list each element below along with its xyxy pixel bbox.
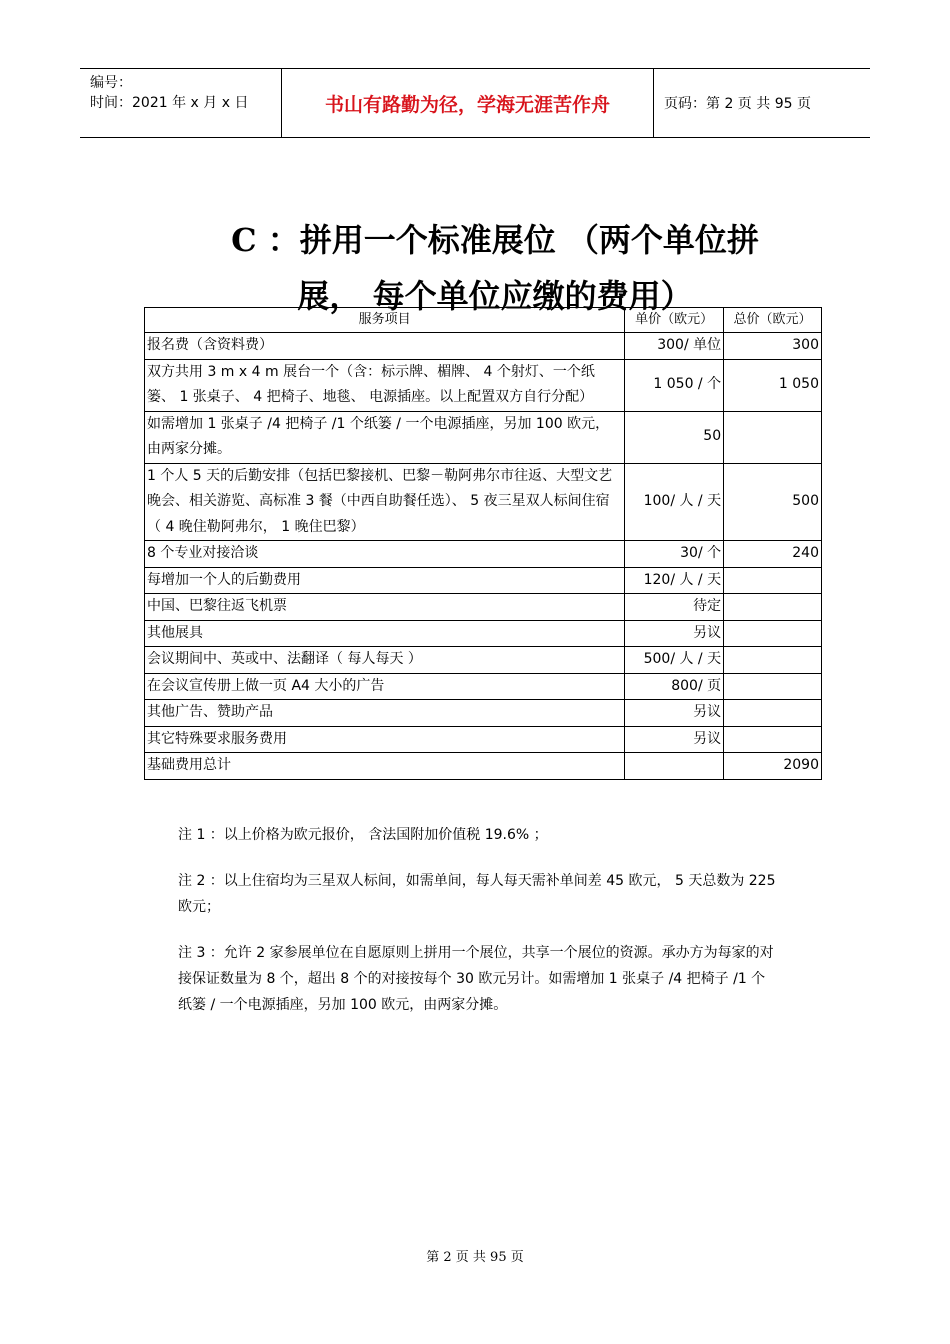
- header-page-number: 页码：第 2 页 共 95 页: [664, 96, 811, 112]
- title-line-2: 展， 每个单位应缴的费用）: [297, 277, 693, 315]
- table-row: [145, 463, 822, 541]
- table-row: [145, 411, 822, 463]
- table-row: [145, 333, 822, 360]
- item-cell: 中国、巴黎往返飞机票: [145, 594, 625, 621]
- item-cell: 基础费用总计: [145, 753, 625, 780]
- table-row: [145, 726, 822, 753]
- table-row: [145, 567, 822, 594]
- fee-table: [144, 307, 822, 780]
- table-row: [145, 647, 822, 674]
- header-total-price: 总价（欧元）: [724, 308, 822, 333]
- total-price-cell: 500: [724, 463, 822, 541]
- total-price-cell: [724, 673, 822, 700]
- table-row: [145, 620, 822, 647]
- item-cell: 其他展具: [145, 620, 625, 647]
- total-price-cell: [724, 411, 822, 463]
- total-price-cell: 2090: [724, 753, 822, 780]
- unit-price-cell: [625, 753, 724, 780]
- note-2: 注 2 ：以上住宿均为三星双人标间，如需单间，每人每天需补单间差 45 欧元， 5 天总数为 225 欧元；: [178, 873, 776, 915]
- unit-price-cell: 100/ 人 / 天: [625, 463, 724, 541]
- item-cell: 每增加一个人的后勤费用: [145, 567, 625, 594]
- item-cell: 在会议宣传册上做一页 A4 大小的广告: [145, 673, 625, 700]
- item-cell: 8 个专业对接洽谈: [145, 541, 625, 568]
- header-number: 编号：: [90, 75, 132, 91]
- unit-price-cell: 另议: [625, 620, 724, 647]
- page-footer: 第 2 页 共 95 页: [426, 1250, 524, 1265]
- total-price-cell: [724, 647, 822, 674]
- title-line-1: C ：拼用一个标准展位 （两个单位拼: [231, 221, 759, 259]
- total-price-cell: [724, 567, 822, 594]
- total-price-cell: [724, 700, 822, 727]
- item-cell: 双方共用 3 m x 4 m 展台一个（含：标示牌、楣牌、 4 个射灯、一个纸篓、 1 张桌子、 4 把椅子、地毯、 电源插座。以上配置双方自行分配）: [145, 359, 625, 411]
- unit-price-cell: 50: [625, 411, 724, 463]
- table-row: [145, 541, 822, 568]
- table-row: [145, 700, 822, 727]
- unit-price-cell: 500/ 人 / 天: [625, 647, 724, 674]
- item-cell: 会议期间中、英或中、法翻译（ 每人每天 ）: [145, 647, 625, 674]
- header-service-item: 服务项目: [145, 308, 625, 333]
- item-cell: 其他广告、赞助产品: [145, 700, 625, 727]
- notes-section: [178, 822, 778, 1038]
- total-price-cell: [724, 594, 822, 621]
- total-price-cell: 300: [724, 333, 822, 360]
- page-header: [80, 68, 870, 138]
- header-meta: [80, 69, 281, 137]
- total-price-cell: [724, 620, 822, 647]
- note-3: 注 3 ：允许 2 家参展单位在自愿原则上拼用一个展位，共享一个展位的资源。承办方为每家的对接保证数量为 8 个，超出 8 个的对接按每个 30 欧元另计。如需增加 1 张桌子 /4 把椅子 /1 个纸篓 / 一个电源插座，另加 100 欧元，由两家分摊。: [178, 945, 774, 1013]
- item-cell: 1 个人 5 天的后勤安排（包括巴黎接机、巴黎－勒阿弗尔市往返、大型文艺晚会、相关游览、高标准 3 餐（中西自助餐任选）、 5 夜三星双人标间住宿（ 4 晚住勒阿弗尔， 1 晚住巴黎）: [145, 463, 625, 541]
- table-row: [145, 673, 822, 700]
- header-unit-price: 单价（欧元）: [625, 308, 724, 333]
- total-price-cell: 1 050: [724, 359, 822, 411]
- note-1: 注 1 ：以上价格为欧元报价， 含法国附加价值税 19.6% ；: [178, 827, 548, 843]
- item-cell: 其它特殊要求服务费用: [145, 726, 625, 753]
- unit-price-cell: 300/ 单位: [625, 333, 724, 360]
- unit-price-cell: 1 050 / 个: [625, 359, 724, 411]
- unit-price-cell: 待定: [625, 594, 724, 621]
- item-cell: 报名费（含资料费）: [145, 333, 625, 360]
- unit-price-cell: 120/ 人 / 天: [625, 567, 724, 594]
- unit-price-cell: 800/ 页: [625, 673, 724, 700]
- unit-price-cell: 30/ 个: [625, 541, 724, 568]
- table-header-row: [145, 308, 822, 333]
- item-cell: 如需增加 1 张桌子 /4 把椅子 /1 个纸篓 / 一个电源插座，另加 100 欧元， 由两家分摊。: [145, 411, 625, 463]
- unit-price-cell: 另议: [625, 700, 724, 727]
- table-row: [145, 594, 822, 621]
- header-date: 时间：2021 年 x 月 x 日: [90, 95, 249, 111]
- header-motto: 书山有路勤为径，学海无涯苦作舟: [281, 69, 654, 137]
- unit-price-cell: 另议: [625, 726, 724, 753]
- total-price-cell: [724, 726, 822, 753]
- total-price-cell: 240: [724, 541, 822, 568]
- table-row: [145, 359, 822, 411]
- table-total-row: [145, 753, 822, 780]
